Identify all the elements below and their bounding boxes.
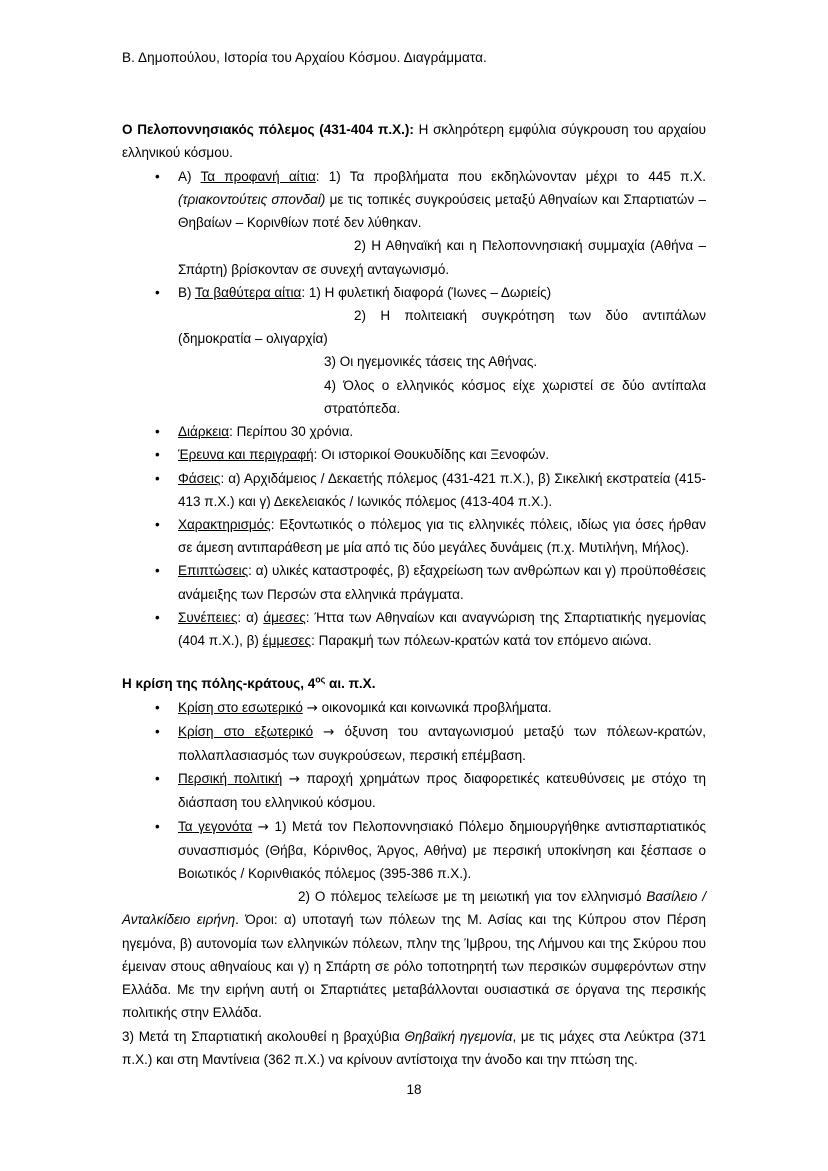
bullet-body: : Οι ιστορικοί Θουκυδίδης και Ξενοφών. <box>313 447 550 463</box>
bullet-body: : α) Αρχιδάμειος / Δεκαετής πόλεμος (431-421 π.Χ.), β) Σικελική εκστρατεία (415-413 π.Χ.) και γ) Δεκελειακός / Ιωνικός πόλεμος (413-404 π.Χ.). <box>178 470 706 509</box>
paragraph-theban-hegemony <box>122 1025 706 1071</box>
bullet-lead-underline: Διάρκεια <box>178 424 230 440</box>
para3-lead: 3) Μετά τη Σπαρτιατική ακολουθεί η βραχύβια <box>122 1028 405 1044</box>
bullet-inline-underline-1: άμεσες <box>263 609 306 625</box>
bullet-lead-plain: Β) <box>178 284 196 300</box>
page-content <box>122 0 706 1071</box>
arrow-right-icon: → <box>323 723 335 740</box>
list-item <box>122 815 706 886</box>
section-title-peloponnesian-war <box>122 118 706 164</box>
section2-bullet-list <box>122 696 706 886</box>
para2-body: . Όροι: α) υποταγή των πόλεων της Μ. Ασίας και της Κύπρου στον Πέρση ηγεμόνα, β) αυτονομία των ελληνικών πόλεων, πλην της Ίμβρου, της Λήμνου και της Σκύρου που έμειναν στους αθηναίους και γ) η Σπάρτη σε ρόλο τοποτηρητή των περσικών συμφερόντων στην Ελλάδα. Με την ειρήνη αυτή οι Σπαρτιάτες μεταβάλλονται ουσιαστικά σε όργανα της περσικής πολιτικής στην Ελλάδα. <box>122 912 706 1021</box>
list-item <box>122 696 706 720</box>
list-item <box>122 606 706 652</box>
paragraph-kings-peace <box>122 885 706 1024</box>
bullet-lead-underline: Περσική πολιτική <box>178 771 283 787</box>
page-number: 18 <box>406 1082 422 1097</box>
bullet-lead-underline: Τα γεγονότα <box>178 818 253 834</box>
bullet-body-2: : Ήττα των Αθηναίων και αναγνώριση της Σπαρτιατικής ηγεμονίας (404 π.Χ.), β) <box>178 609 706 649</box>
bullet-body: : α) υλικές καταστροφές, β) εξαχρείωση των ανθρώπων και γ) προϋποθέσεις ανάμειξης των Περσών στα ελληνικά πράγματα. <box>178 563 706 602</box>
spacer <box>122 652 706 672</box>
bullet-body: 1) Μετά τον Πελοποννησιακό Πόλεμο δημιουργήθηκε αντισπαρτιατικός συνασπισμός (Θήβα, Κόρινθος, Άργος, Αθήνα) με περσική υποκίνηση και ξέσπασε ο Βοιωτικός / Κορινθιακός πόλεμος (395-386 π.Χ.). <box>178 818 706 882</box>
section2-title-superscript: ος <box>315 674 326 685</box>
bullet-lead-underline: Φάσεις <box>178 470 221 486</box>
bullet-body: οικονομικά και κοινωνικά προβλήματα. <box>317 699 552 715</box>
arrow-right-icon: → <box>288 771 301 788</box>
bullet-lead-underline: Τα βαθύτερα αίτια <box>195 284 302 300</box>
bullet-lead-underline: Έρευνα και περιγραφή <box>178 447 314 463</box>
sub-item-2: 2) Η Αθηναϊκή και η Πελοποννησιακή συμμαχία (Αθήνα – Σπάρτη) βρίσκονταν σε συνεχή ανταγωνισμό. <box>178 238 706 277</box>
list-item <box>122 281 706 420</box>
bullet-body: : 1) Η φυλετική διαφορά (Ίωνες – Δωριείς) <box>301 284 552 300</box>
document-header: Β. Δημοπούλου, Ιστορία του Αρχαίου Κόσμου. Διαγράμματα. <box>122 50 487 65</box>
list-item <box>122 767 706 814</box>
bullet-lead-underline: Χαρακτηρισμός <box>178 516 271 532</box>
bullet-inline-underline-2: έμμεσες <box>262 633 312 649</box>
bullet-lead-underline: Κρίση στο εσωτερικό <box>178 699 303 715</box>
bullet-body: : 1) Τα προβλήματα που εκδηλώνονταν μέχρι το 445 π.Χ. <box>315 168 706 184</box>
bullet-italic: (τριακοντούτεις σπονδαί) <box>178 191 326 207</box>
spacer <box>122 68 706 118</box>
arrow-right-icon: → <box>306 699 318 716</box>
bullet-lead-underline: Τα προφανή αίτια <box>200 168 316 184</box>
list-item <box>122 467 706 513</box>
list-item <box>122 165 706 281</box>
para3-body: , με τις μάχες στα Λεύκτρα (371 π.Χ.) και στη Μαντίνεια (362 π.Χ.) να κρίνουν αντίστοιχα την άνοδο και την πτώση της. <box>122 1028 707 1067</box>
bullet-body: παροχή χρημάτων προς διαφορετικές κατευθύνσεις με στόχο τη διάσπαση του ελληνικού κόσμου. <box>178 771 706 811</box>
bullet-body: όξυνση του ανταγωνισμού μεταξύ των πόλεων-κρατών, πολλαπλασιασμός των συγκρούσεων, περσική επέμβαση. <box>178 723 706 763</box>
para2-italic-treaty-name: Βασίλειο / Ανταλκίδειο ειρήνη <box>122 889 706 928</box>
sub-item-3: 3) Οι ηγεμονικές τάσεις της Αθήνας. <box>324 354 538 370</box>
section-title-rest: Η σκληρότερη εμφύλια σύγκρουση του αρχαίου ελληνικού κόσμου. <box>122 122 706 161</box>
sub-item-2: 2) Η πολιτειακή συγκρότηση των δύο αντιπάλων (δημοκρατία – ολιγαρχία) <box>178 308 706 347</box>
bullet-body-3: : Παρακμή των πόλεων-κρατών κατά τον επόμενο αιώνα. <box>311 633 652 649</box>
list-item <box>122 513 706 559</box>
bullet-body: : Περίπου 30 χρόνια. <box>229 424 354 440</box>
section-title-bold: Ο Πελοποννησιακός πόλεμος (431-404 π.Χ.): <box>122 122 414 138</box>
section2-title-pre: Η κρίση της πόλης-κράτους, 4 <box>122 676 316 692</box>
bullet-lead-plain: Α) <box>178 168 201 184</box>
sub-item-4: 4) Όλος ο ελληνικός κόσμος είχε χωριστεί σε δύο αντίπαλα στρατόπεδα. <box>324 377 706 416</box>
list-item <box>122 559 706 605</box>
bullet-lead-underline: Κρίση στο εξωτερικό <box>178 723 314 739</box>
bullet-body: : α) <box>237 609 264 625</box>
section-title-polis-crisis <box>122 672 706 695</box>
section1-bullet-list <box>122 165 706 653</box>
bullet-body-2: με τις τοπικές συγκρούσεις μεταξύ Αθηναίων και Σπαρτιατών – Θηβαίων – Κορινθίων ποτέ δεν λύθηκαν. <box>178 191 706 231</box>
arrow-right-icon: → <box>257 818 269 835</box>
list-item <box>122 420 706 443</box>
bullet-body: : Εξοντωτικός ο πόλεμος για τις ελληνικές πόλεις, ιδίως για όσες ήρθαν σε άμεση αντιπαράθεση με μία από τις δύο μεγάλες δυνάμεις (π.χ. Μυτιλήνη, Μήλος). <box>178 516 706 556</box>
list-item <box>122 443 706 466</box>
bullet-lead-underline: Επιπτώσεις <box>178 563 249 579</box>
bullet-lead-underline: Συνέπειες <box>178 609 238 625</box>
section2-title-post: αι. π.Χ. <box>325 676 376 692</box>
list-item <box>122 720 706 767</box>
para2-lead: 2) Ο πόλεμος τελείωσε με τη μειωτική για τον ελληνισμό <box>298 889 647 905</box>
para3-italic-hegemony-name: Θηβαϊκή ηγεμονία <box>404 1028 513 1044</box>
